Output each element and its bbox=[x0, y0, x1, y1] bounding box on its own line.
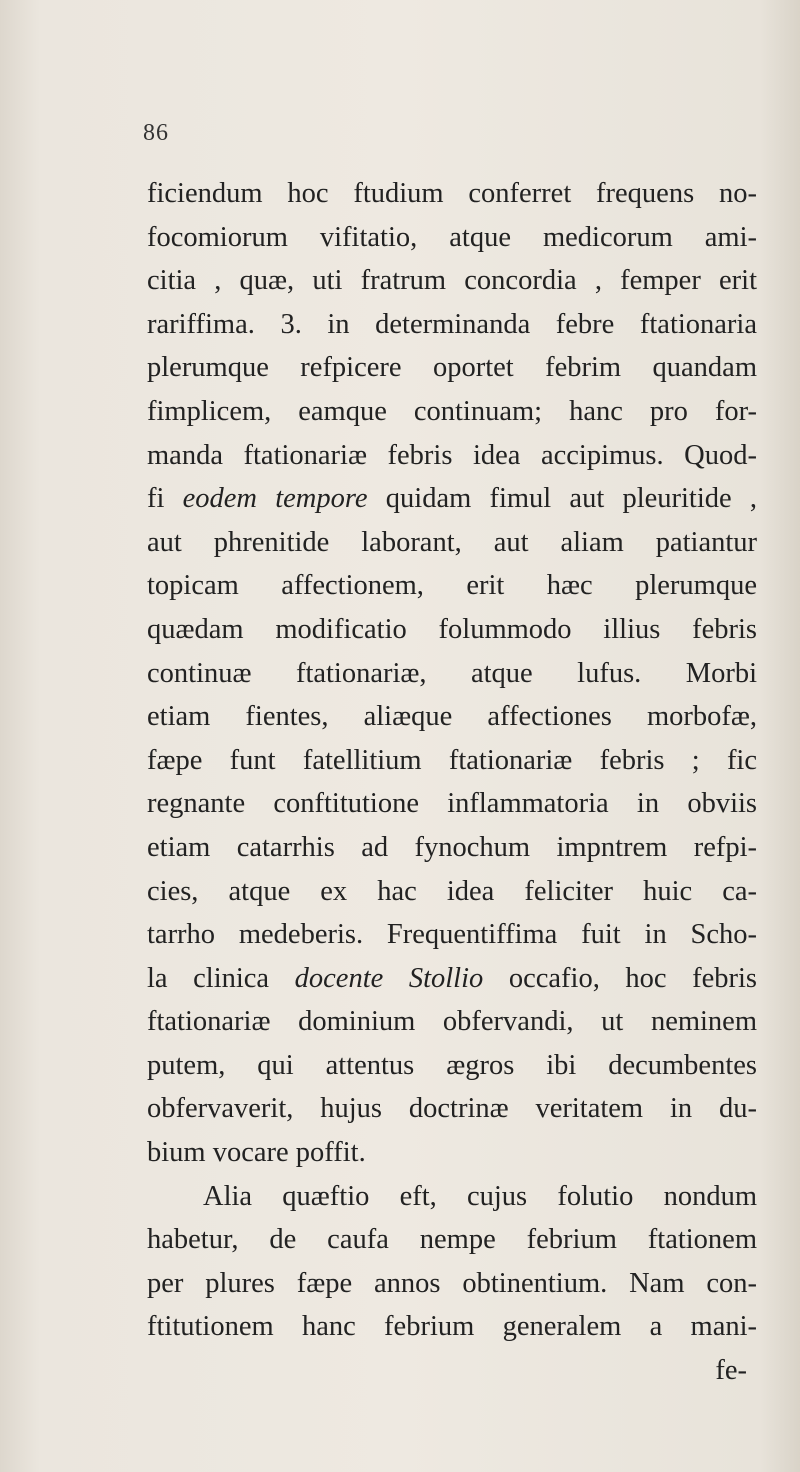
text-line bbox=[147, 652, 757, 696]
text-segment: topicam affectionem, erit hæc plerumque bbox=[147, 570, 757, 602]
body-text bbox=[147, 172, 757, 1393]
text-line bbox=[147, 1305, 757, 1349]
text-line bbox=[147, 390, 757, 434]
text-line bbox=[147, 1262, 757, 1306]
text-segment: focomiorum vifitatio, atque medicorum ami- bbox=[147, 221, 757, 253]
text-segment: quidam fimul aut pleuritide , bbox=[367, 483, 757, 515]
text-segment: fæpe funt fatellitium ftationariæ febris ; fic bbox=[147, 744, 757, 776]
text-line bbox=[147, 1087, 757, 1131]
text-line bbox=[147, 564, 757, 608]
text-line bbox=[147, 782, 757, 826]
text-segment: habetur, de caufa nempe febrium ftationem bbox=[147, 1224, 757, 1256]
catchword-line bbox=[147, 1349, 757, 1393]
italic-phrase: docente Stollio bbox=[294, 962, 484, 994]
text-segment: Alia quæftio eft, cujus folutio nondum bbox=[203, 1180, 757, 1212]
text-line bbox=[147, 259, 757, 303]
text-line bbox=[147, 826, 757, 870]
text-segment: regnante conftitutione inflammatoria in obviis bbox=[147, 788, 757, 820]
text-segment: ftitutionem hanc febrium generalem a mani- bbox=[147, 1311, 757, 1343]
text-segment: continuæ ftationariæ, atque lufus. Morbi bbox=[147, 657, 757, 689]
text-line bbox=[147, 172, 757, 216]
text-segment: etiam fientes, aliæque affectiones morbofæ, bbox=[147, 701, 757, 733]
text-segment: manda ftationariæ febris idea accipimus. Quod- bbox=[147, 439, 757, 471]
text-line bbox=[147, 477, 757, 521]
text-line bbox=[147, 216, 757, 260]
text-segment: fe- bbox=[715, 1355, 747, 1387]
text-segment: aut phrenitide laborant, aut aliam patiantur bbox=[147, 526, 757, 558]
text-line bbox=[147, 1044, 757, 1088]
text-segment: plerumque refpicere oportet febrim quandam bbox=[147, 352, 757, 384]
text-segment: obfervaverit, hujus doctrinæ veritatem in du- bbox=[147, 1093, 757, 1125]
text-line bbox=[147, 957, 757, 1001]
text-segment: occafio, hoc febris bbox=[483, 962, 757, 994]
text-segment: bium vocare poffit. bbox=[147, 1137, 366, 1169]
text-segment: putem, qui attentus ægros ibi decumbentes bbox=[147, 1049, 757, 1081]
text-segment: fi bbox=[147, 483, 183, 515]
text-line bbox=[147, 1175, 757, 1219]
text-segment: rariffima. 3. in determinanda febre ftationaria bbox=[147, 308, 757, 340]
text-line bbox=[147, 695, 757, 739]
text-line bbox=[147, 303, 757, 347]
text-line bbox=[147, 913, 757, 957]
text-line bbox=[147, 521, 757, 565]
text-segment: citia , quæ, uti fratrum concordia , femper erit bbox=[147, 265, 757, 297]
text-segment: quædam modificatio folummodo illius febris bbox=[147, 613, 757, 645]
text-line bbox=[147, 1131, 757, 1175]
text-segment: la clinica bbox=[147, 962, 295, 994]
text-line bbox=[147, 1000, 757, 1044]
text-line bbox=[147, 1218, 757, 1262]
text-segment: cies, atque ex hac idea feliciter huic ca- bbox=[147, 875, 757, 907]
text-segment: ficiendum hoc ftudium conferret frequens no- bbox=[147, 178, 757, 209]
text-line bbox=[147, 870, 757, 914]
text-segment: tarrho medeberis. Frequentiffima fuit in Scho- bbox=[147, 919, 757, 951]
page-number: 86 bbox=[143, 120, 169, 146]
text-segment: ftationariæ dominium obfervandi, ut neminem bbox=[147, 1006, 757, 1038]
italic-phrase: eodem tempore bbox=[182, 483, 368, 515]
text-line bbox=[147, 346, 757, 390]
text-line bbox=[147, 434, 757, 478]
text-line bbox=[147, 739, 757, 783]
text-line bbox=[147, 608, 757, 652]
text-segment: per plures fæpe annos obtinentium. Nam con- bbox=[147, 1267, 757, 1299]
text-segment: etiam catarrhis ad fynochum impntrem refpi- bbox=[147, 831, 757, 863]
text-segment: fimplicem, eamque continuam; hanc pro for- bbox=[147, 395, 757, 427]
